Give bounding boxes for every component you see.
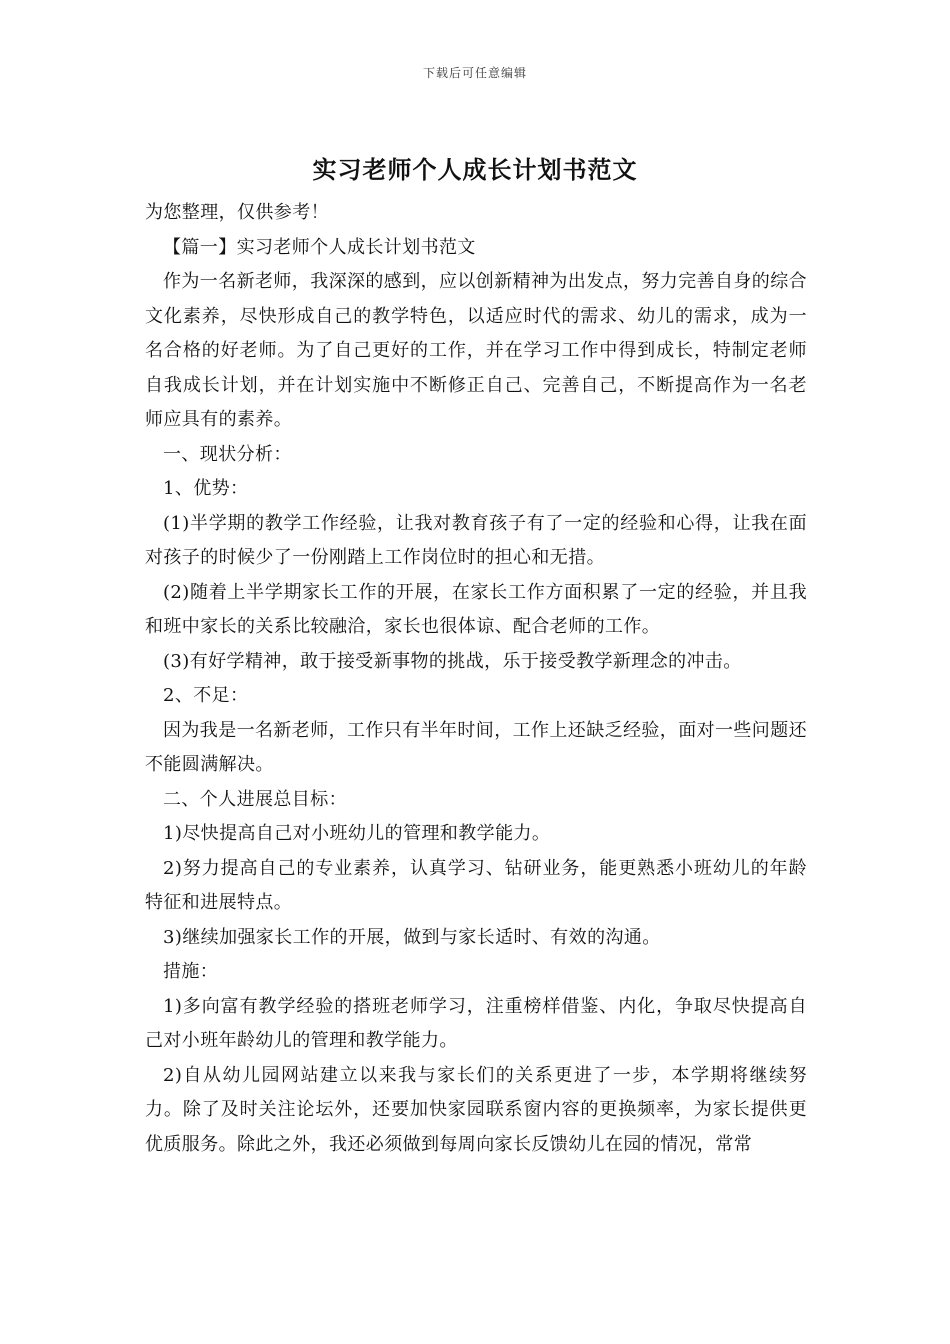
document-body [145, 196, 807, 1162]
document-title: 实习老师个人成长计划书范文 [312, 155, 638, 184]
paragraph: 【篇一】实习老师个人成长计划书范文 [163, 236, 476, 258]
paragraph: 2)自从幼儿园网站建立以来我与家长们的关系更进了一步，本学期将继续努力。除了及时关注论坛外，还要加快家园联系窗内容的更换频率，为家长提供更优质服务。除此之外，我还必须做到每周向家长反馈幼儿在园的情况，常常 [145, 1064, 807, 1155]
paragraph: 作为一名新老师，我深深的感到，应以创新精神为出发点，努力完善自身的综合文化素养，尽快形成自己的教学特色，以适应时代的需求、幼儿的需求，成为一名合格的好老师。为了自己更好的工作，并在学习工作中得到成长，特制定老师自我成长计划，并在计划实施中不断修正自己、完善自己，不断提高作为一名老师应具有的素养。 [145, 271, 807, 430]
paragraph: (1)半学期的教学工作经验，让我对教育孩子有了一定的经验和心得，让我在面对孩子的时候少了一份刚踏上工作岗位时的担心和无措。 [145, 512, 807, 568]
paragraph: 3)继续加强家长工作的开展，做到与家长适时、有效的沟通。 [163, 926, 661, 948]
paragraph: 1)尽快提高自己对小班幼儿的管理和教学能力。 [163, 823, 551, 844]
paragraph: 二、个人进展总目标： [163, 788, 347, 810]
paragraph: 1、优势： [163, 478, 249, 499]
paragraph: (3)有好学精神，敢于接受新事物的挑战，乐于接受教学新理念的冲击。 [163, 650, 742, 672]
header-note: 下载后可任意编辑 [422, 66, 527, 80]
paragraph: 因为我是一名新老师，工作只有半年时间，工作上还缺乏经验，面对一些问题还不能圆满解决。 [145, 719, 807, 775]
paragraph: 措施： [163, 961, 219, 982]
paragraph: 2、不足： [163, 685, 249, 706]
paragraph: 一、现状分析： [163, 443, 292, 465]
paragraph: 1)多向富有教学经验的搭班老师学习，注重榜样借鉴、内化，争取尽快提高自己对小班年龄幼儿的管理和教学能力。 [145, 995, 807, 1051]
paragraph: (2)随着上半学期家长工作的开展，在家长工作方面积累了一定的经验，并且我和班中家长的关系比较融洽，家长也很体谅、配合老师的工作。 [145, 581, 807, 637]
paragraph: 为您整理，仅供参考！ [145, 202, 329, 223]
paragraph: 2)努力提高自己的专业素养，认真学习、钻研业务，能更熟悉小班幼儿的年龄特征和进展特点。 [145, 857, 807, 913]
